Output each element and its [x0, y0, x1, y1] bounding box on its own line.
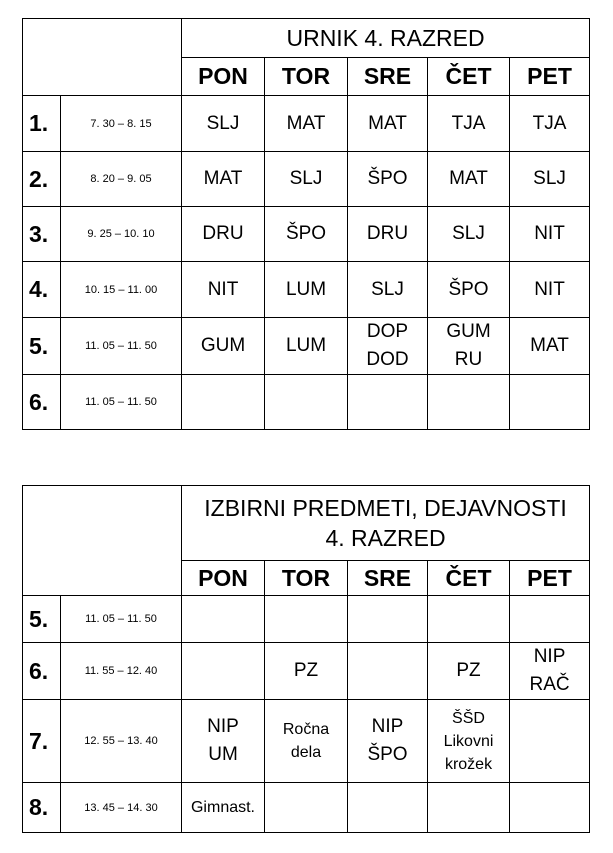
subject-label: Gimnast. [190, 799, 255, 816]
subject-label: NIP [371, 716, 404, 737]
subject-cell [348, 262, 428, 318]
subject-label: RAČ [529, 674, 570, 695]
subject-cell [265, 700, 348, 783]
subject-cell [265, 96, 348, 152]
subject-label: ŠPO [448, 278, 489, 300]
subject-cell [265, 643, 348, 700]
subject-label: NIT [534, 223, 565, 244]
electives-title-line1: IZBIRNI PREDMETI, DEJAVNOSTI [204, 495, 567, 521]
schedule-day-tor: TOR [265, 58, 348, 96]
subject-label: MAT [530, 335, 569, 356]
subject-label: MAT [368, 112, 407, 134]
electives-body [23, 596, 590, 833]
subject-label: SLJ [206, 112, 240, 134]
period-row [23, 643, 590, 700]
subject-cell [265, 207, 348, 262]
subject-cell [348, 700, 428, 783]
subject-label: UM [208, 744, 238, 765]
subject-cell [510, 152, 590, 207]
electives-title [182, 486, 590, 561]
subject-cell [428, 375, 510, 430]
period-number: 6. [23, 643, 61, 700]
subject-cell [428, 596, 510, 643]
subject-label: ŠŠD [452, 709, 485, 727]
subject-cell [265, 596, 348, 643]
subject-label: MAT [286, 112, 326, 134]
subject-cell [428, 643, 510, 700]
subject-cell [182, 152, 265, 207]
period-time: 10. 15 – 11. 00 [61, 262, 182, 318]
subject-cell [182, 318, 265, 375]
period-row [23, 783, 590, 833]
subject-cell [510, 375, 590, 430]
electives-day-tor: TOR [265, 561, 348, 596]
subject-cell [510, 96, 590, 152]
subject-cell [348, 643, 428, 700]
subject-cell [265, 783, 348, 833]
electives-corner-cell [23, 486, 182, 596]
subject-cell [348, 375, 428, 430]
subject-cell [265, 152, 348, 207]
electives-day-pon: PON [182, 561, 265, 596]
schedule-title: URNIK 4. RAZRED [182, 19, 590, 58]
subject-label: DRU [366, 223, 409, 244]
subject-cell [428, 700, 510, 783]
subject-cell [265, 262, 348, 318]
subject-label: ŠPO [367, 744, 408, 765]
subject-label: SLJ [289, 168, 323, 189]
subject-label: ŠPO [367, 168, 408, 189]
subject-cell [182, 643, 265, 700]
subject-cell [182, 375, 265, 430]
subject-cell [182, 262, 265, 318]
subject-cell [265, 318, 348, 375]
subject-label: TJA [532, 112, 567, 134]
subject-label: ŠPO [285, 223, 327, 244]
subject-label: NIT [207, 278, 239, 300]
period-row [23, 262, 590, 318]
subject-cell [428, 262, 510, 318]
period-number: 6. [23, 375, 61, 430]
period-row [23, 700, 590, 783]
period-time: 11. 55 – 12. 40 [61, 643, 182, 700]
subject-cell [510, 318, 590, 375]
electives-title-line2: 4. RAZRED [325, 525, 446, 551]
schedule-table [22, 18, 590, 430]
subject-cell [428, 318, 510, 375]
subject-cell [428, 783, 510, 833]
subject-label: dela [290, 744, 322, 761]
subject-label: RU [454, 349, 483, 370]
period-time: 9. 25 – 10. 10 [61, 207, 182, 262]
subject-cell [182, 207, 265, 262]
subject-label: PZ [293, 660, 319, 681]
subject-cell [265, 375, 348, 430]
subject-label: GUM [200, 335, 246, 356]
subject-cell [348, 152, 428, 207]
period-time: 11. 05 – 11. 50 [61, 596, 182, 643]
subject-cell [428, 96, 510, 152]
subject-label: krožek [444, 755, 493, 773]
schedule-day-cet: ČET [428, 58, 510, 96]
period-number: 7. [23, 700, 61, 783]
subject-cell [348, 783, 428, 833]
schedule-day-sre: SRE [348, 58, 428, 96]
subject-label: GUM [446, 321, 491, 342]
subject-label: NIP [207, 716, 239, 737]
subject-cell [182, 96, 265, 152]
subject-cell [428, 152, 510, 207]
period-number: 5. [23, 318, 61, 375]
period-time: 11. 05 – 11. 50 [61, 318, 182, 375]
subject-label: DOP [366, 321, 409, 342]
subject-label: MAT [449, 168, 488, 189]
period-row [23, 375, 590, 430]
schedule-corner-cell [23, 19, 182, 96]
subject-cell [182, 700, 265, 783]
period-row [23, 152, 590, 207]
subject-cell [348, 207, 428, 262]
period-number: 1. [23, 96, 61, 152]
electives-day-pet: PET [510, 561, 590, 596]
schedule-body [23, 96, 590, 430]
subject-cell [510, 783, 590, 833]
period-time: 11. 05 – 11. 50 [61, 375, 182, 430]
subject-label: LUM [285, 335, 327, 356]
electives-table [22, 485, 590, 833]
subject-label: PZ [456, 660, 481, 681]
subject-cell [510, 596, 590, 643]
subject-label: Likovni [443, 732, 494, 750]
period-time: 13. 45 – 14. 30 [61, 783, 182, 833]
subject-label: MAT [203, 168, 243, 189]
subject-label: Ročna [282, 721, 330, 738]
subject-cell [348, 596, 428, 643]
subject-label: SLJ [533, 168, 566, 189]
period-number: 3. [23, 207, 61, 262]
period-number: 5. [23, 596, 61, 643]
subject-label: DRU [202, 223, 244, 244]
subject-label: SLJ [371, 278, 404, 300]
subject-cell [348, 318, 428, 375]
subject-label: NIP [533, 646, 566, 667]
subject-label: DOD [366, 349, 409, 370]
period-row [23, 207, 590, 262]
period-row [23, 318, 590, 375]
subject-cell [510, 700, 590, 783]
subject-cell [510, 207, 590, 262]
subject-cell [428, 207, 510, 262]
period-time: 12. 55 – 13. 40 [61, 700, 182, 783]
schedule-day-pon: PON [182, 58, 265, 96]
electives-day-sre: SRE [348, 561, 428, 596]
period-time: 7. 30 – 8. 15 [61, 96, 182, 152]
electives-day-cet: ČET [428, 561, 510, 596]
period-number: 4. [23, 262, 61, 318]
subject-label: LUM [285, 278, 327, 300]
period-time: 8. 20 – 9. 05 [61, 152, 182, 207]
subject-label: NIT [534, 278, 565, 300]
schedule-day-pet: PET [510, 58, 590, 96]
subject-cell [182, 596, 265, 643]
period-row [23, 96, 590, 152]
subject-cell [182, 783, 265, 833]
subject-cell [510, 262, 590, 318]
period-number: 2. [23, 152, 61, 207]
subject-label: SLJ [452, 223, 485, 244]
period-number: 8. [23, 783, 61, 833]
subject-cell [510, 643, 590, 700]
subject-label: TJA [451, 112, 486, 134]
period-row [23, 596, 590, 643]
subject-cell [348, 96, 428, 152]
